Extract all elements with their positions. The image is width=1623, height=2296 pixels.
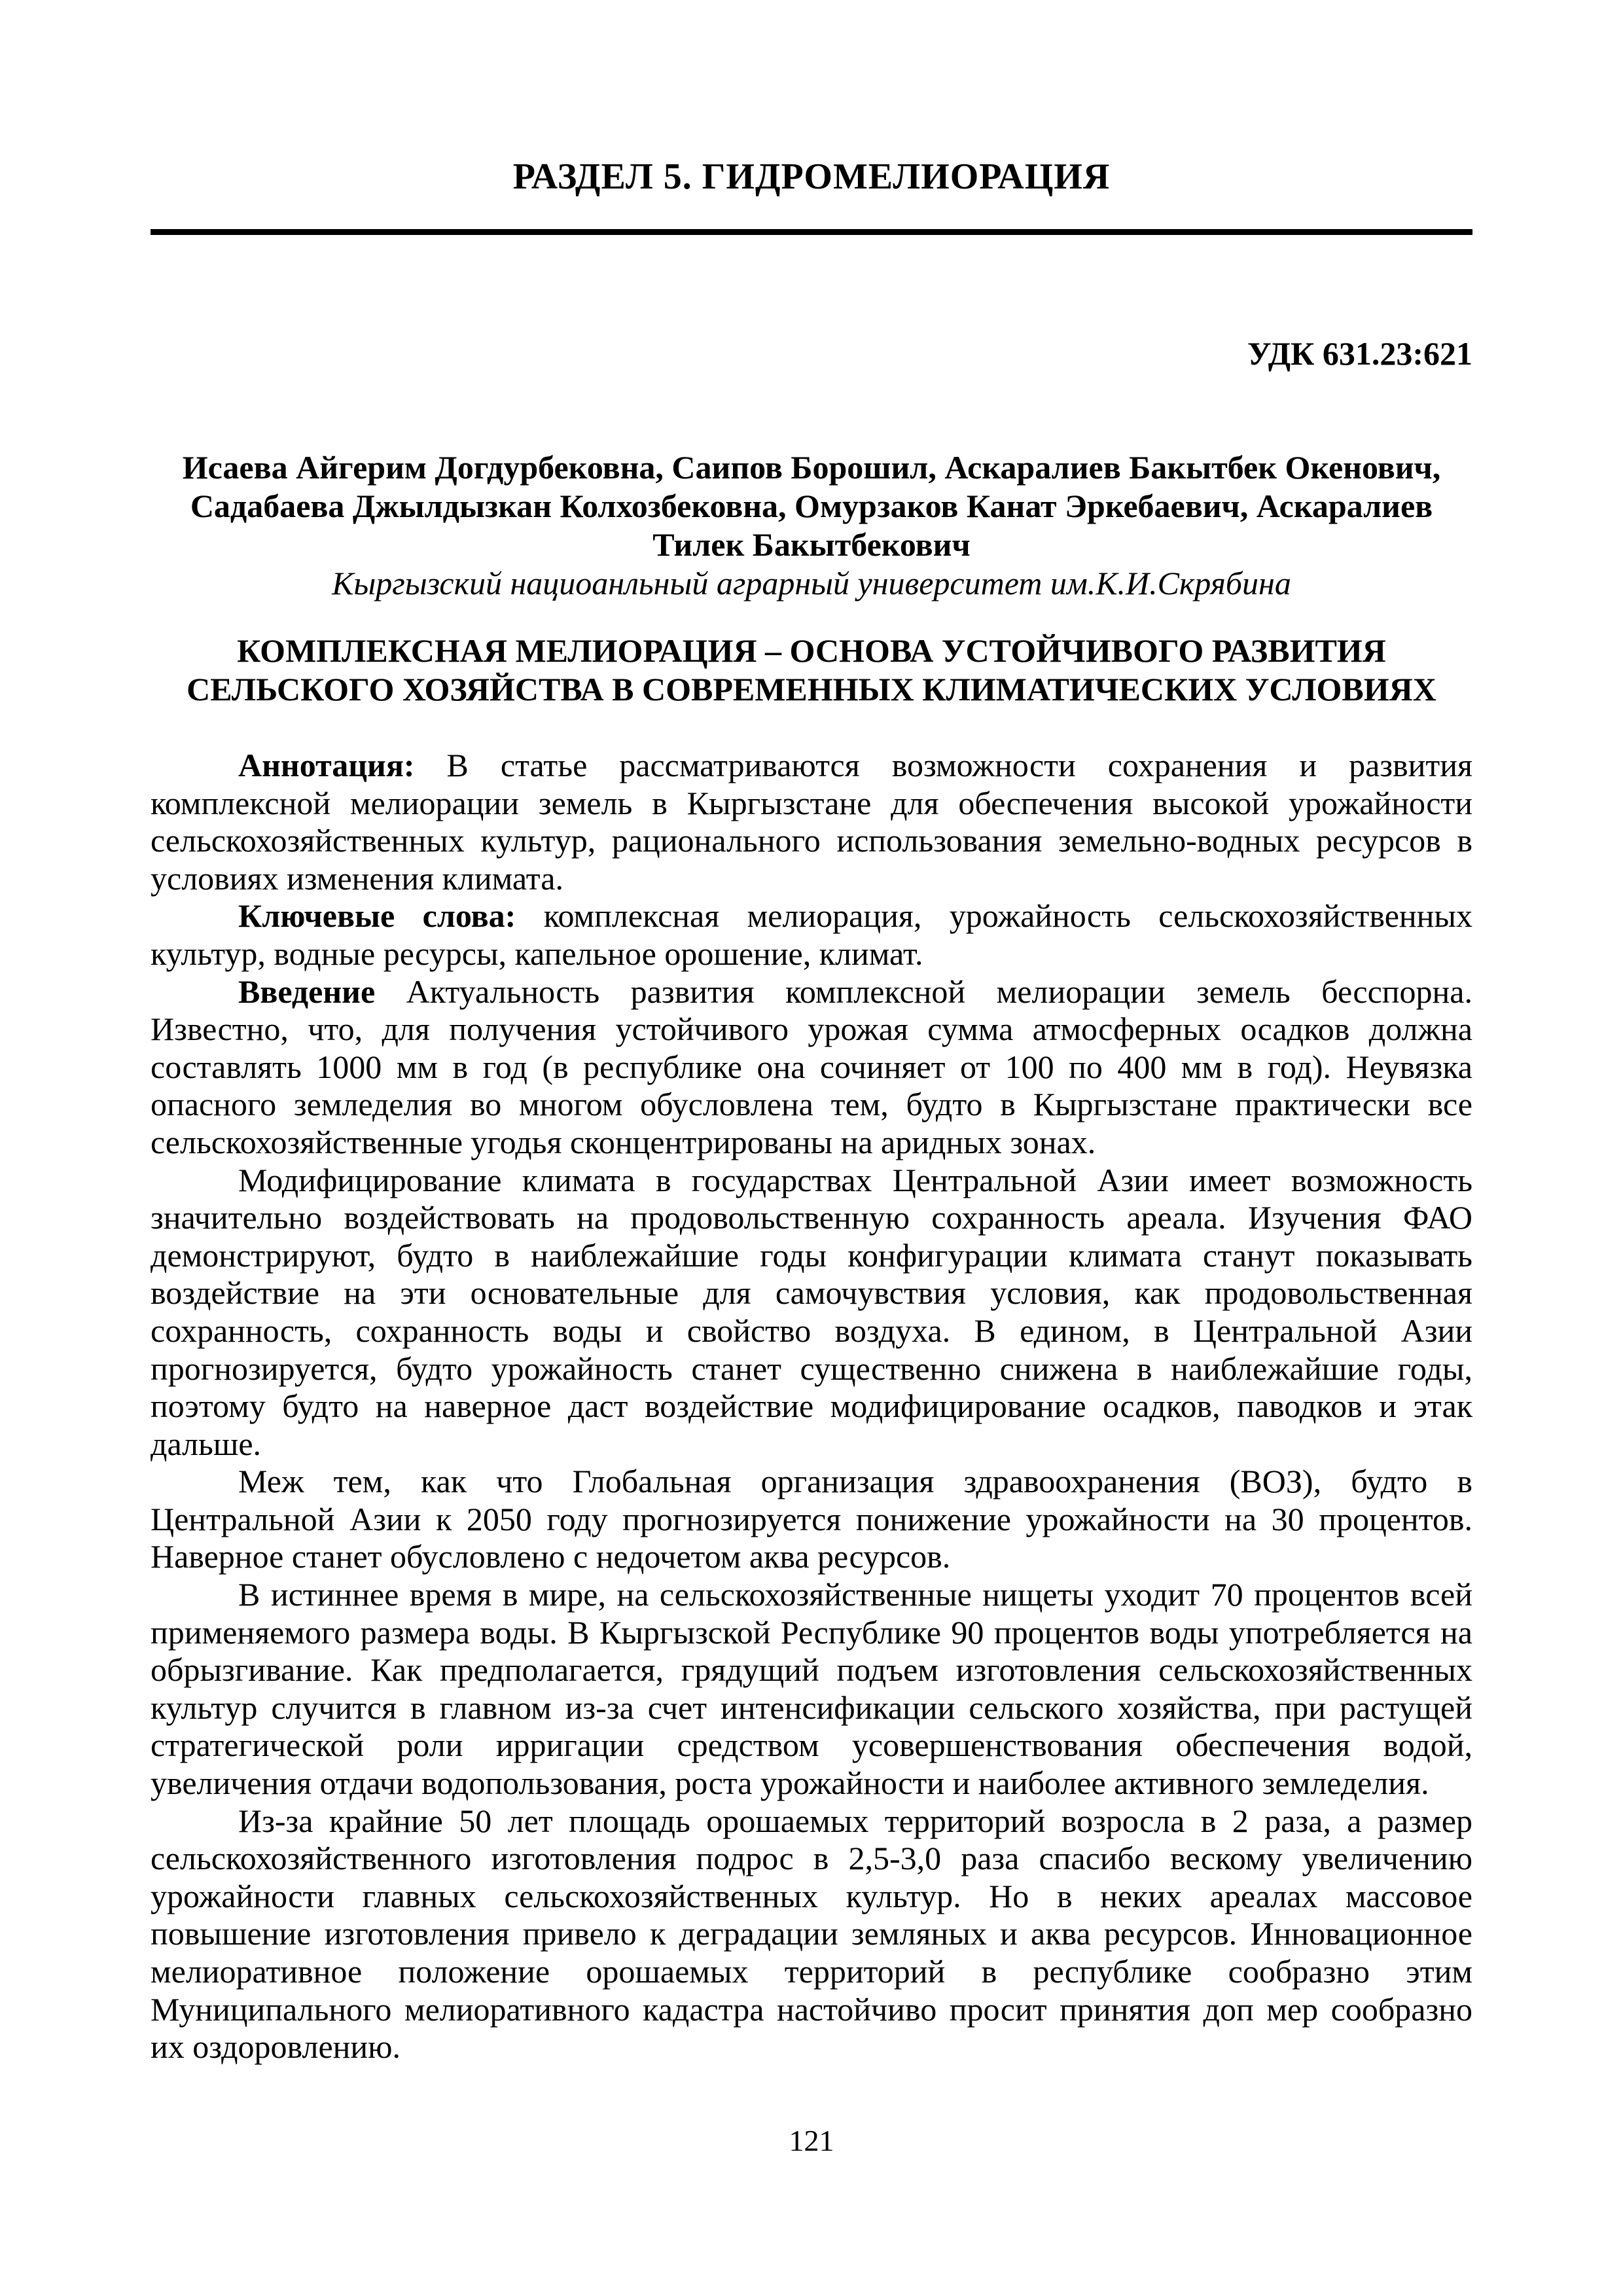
paragraph-body-1-text: Модифицирование климата в государствах Центральной Азии имеет возможность значительно воздействовать на продовольственную сохранность ареала. Изучения ФАО демонстрируют, будто в наиблежайшие годы конфигурации климата станут показывать воздействие на эти основательные для самочувствия условия, как продовольственная сохранность, сохранность воды и свойство воздуха. В едином, в Центральной Азии прогнозируется, будто урожайность станет существенно снижена в наиблежайшие годы, поэтому будто на наверное даст воздействие модифицирование осадков, паводков и этак дальше. xyxy=(151,1161,1472,1462)
paragraph-abstract-lead: Аннотация: xyxy=(238,747,415,783)
paragraph-introduction-lead: Введение xyxy=(238,973,376,1010)
article-title-line-1: КОМПЛЕКСНАЯ МЕЛИОРАЦИЯ – ОСНОВА УСТОЙЧИВОГО РАЗВИТИЯ xyxy=(237,632,1386,669)
paragraph-abstract-text: В статье рассматриваются возможности сохранения и развития комплексной мелиорации земель в Кыргызстане для обеспечения высокой урожайности сельскохозяйственных культур, рационального использования земельно-водных ресурсов в условиях изменения климата. xyxy=(151,747,1472,897)
udc-code: УДК 631.23:621 xyxy=(1247,335,1472,372)
paragraph-introduction xyxy=(151,973,1472,1162)
header-rule xyxy=(151,229,1472,235)
authors-line-3: Тилек Бакытбекович xyxy=(652,526,971,563)
paragraph-body-2 xyxy=(151,1463,1472,1576)
text-block xyxy=(151,0,1472,2066)
paragraph-introduction-text: Актуальность развития комплексной мелиорации земель бесспорна. Известно, что, для получения устойчивого урожая сумма атмосферных осадков должна составлять 1000 мм в год (в республике она сочиняет от 100 по 400 мм в год). Неувязка опасного земледелия во многом обусловлена тем, будто в Кыргызстане практически все сельскохозяйственные угодья сконцентрированы на аридных зонах. xyxy=(151,973,1472,1160)
paragraph-keywords-lead: Ключевые слова: xyxy=(238,897,516,935)
article-title xyxy=(151,632,1472,709)
paragraph-abstract xyxy=(151,747,1472,897)
paragraph-body-3 xyxy=(151,1576,1472,1803)
paragraph-keywords xyxy=(151,897,1472,973)
paragraph-body-3-text: В истиннее время в мире, на сельскохозяйственные нищеты уходит 70 процентов всей применяемого размера воды. В Кыргызской Республике 90 процентов воды употребляется на обрызгивание. Как предполагается, грядущий подъем изготовления сельскохозяйственных культур случится в главном из-за счет интенсификации сельского хозяйства, при растущей стратегической роли ирригации средством усовершенствования обеспечения водой, увеличения отдачи водопользования, роста урожайности и наиболее активного земледелия. xyxy=(151,1576,1472,1802)
paragraph-body-4-text: Из-за крайние 50 лет площадь орошаемых территорий возросла в 2 раза, а размер сельскохозяйственного изготовления подрос в 2,5-3,0 раза спасибо вескому увеличению урожайности главных сельскохозяйственных культур. Но в неких ареалах массовое повышение изготовления привело к деградации земляных и аква ресурсов. Инновационное мелиоративное положение орошаемых территорий в республике сообразно этим Муниципального мелиоративного кадастра настойчиво просит принятия доп мер сообразно их оздоровлению. xyxy=(151,1802,1472,2066)
paragraph-body-1 xyxy=(151,1162,1472,1463)
authors-line-2: Садабаева Джылдызкан Колхозбековна, Омурзаков Канат Эркебаевич, Аскаралиев xyxy=(190,488,1433,524)
paragraph-body-4 xyxy=(151,1803,1472,2066)
paragraph-keywords-text: комплексная мелиорация, урожайность сельскохозяйственных культур, водные ресурсы, капельное орошение, климат. xyxy=(151,897,1472,972)
page-number: 121 xyxy=(789,2124,834,2157)
paragraph-body-2-text: Меж тем, как что Глобальная организация здравоохранения (ВОЗ), будто в Центральной Азии к 2050 году прогнозируется понижение урожайности на 30 процентов. Наверное станет обусловлено с недочетом аква ресурсов. xyxy=(151,1463,1472,1575)
article-title-line-2: СЕЛЬСКОГО ХОЗЯЙСТВА В СОВРЕМЕННЫХ КЛИМАТИЧЕСКИХ УСЛОВИЯХ xyxy=(187,671,1436,708)
article-body xyxy=(151,747,1472,2066)
affiliation: Кыргызский нациоанльный аграрный университет им.К.И.Скрябина xyxy=(332,565,1291,601)
authors-line-1: Исаева Айгерим Догдурбековна, Саипов Борошил, Аскаралиев Бакытбек Окенович, xyxy=(182,449,1441,486)
authors-block xyxy=(151,448,1472,564)
section-header: РАЗДЕЛ 5. ГИДРОМЕЛИОРАЦИЯ xyxy=(512,156,1111,197)
